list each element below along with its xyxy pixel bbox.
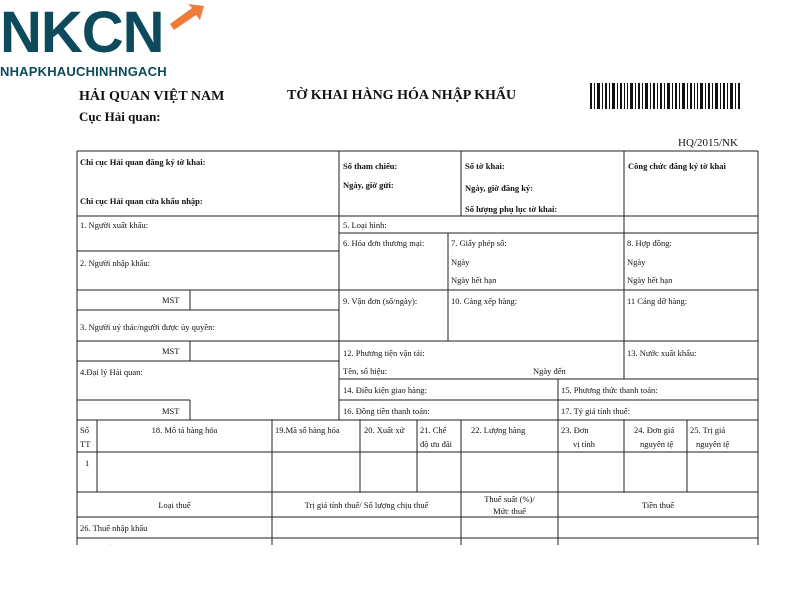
department-label: Cục Hải quan: bbox=[79, 109, 161, 124]
entry-branch-label: Chi cục Hải quan cửa khẩu nhập: bbox=[80, 196, 203, 206]
import-tax-label: 26. Thuế nhập khẩu bbox=[80, 523, 148, 533]
loading-port-label: 10. Cảng xếp hàng: bbox=[451, 296, 518, 306]
col-unit-price-label-2: nguyên tệ bbox=[640, 439, 674, 449]
col-unit-label-1: 23. Đơn bbox=[561, 425, 589, 435]
entrusting-party-label: 3. Người uỷ thác/người được ủy quyền: bbox=[80, 322, 215, 332]
tax-rate-header-2: Mức thuế bbox=[493, 506, 526, 516]
col-origin-label: 20. Xuất xứ bbox=[364, 425, 405, 435]
contract-expiry-label: Ngày hết hạn bbox=[627, 275, 673, 285]
license-date-label: Ngày bbox=[451, 257, 470, 267]
col-value-label-2: nguyên tệ bbox=[696, 439, 730, 449]
license-expiry-label: Ngày hết hạn bbox=[451, 275, 497, 285]
col-description-label: 18. Mô tả hàng hóa bbox=[151, 425, 218, 435]
invoice-label: 6. Hóa đơn thương mại: bbox=[343, 238, 425, 248]
col-value-label-1: 25. Trị giá bbox=[690, 425, 726, 435]
taxable-value-header: Trị giá tính thuế/ Số lượng chịu thuế bbox=[304, 500, 429, 510]
declaration-no-label: Số tờ khai: bbox=[465, 161, 505, 171]
reference-no-label: Số tham chiếu: bbox=[343, 161, 398, 171]
payment-method-label: 15. Phương thức thanh toán: bbox=[561, 385, 658, 395]
officer-label: Công chức đăng ký tờ khai bbox=[628, 161, 726, 171]
agent-mst-label: MST bbox=[162, 406, 180, 416]
importer-label: 2. Người nhập khẩu: bbox=[80, 258, 151, 268]
sent-datetime-label: Ngày, giờ gửi: bbox=[343, 180, 394, 190]
appendix-count-label: Số lượng phụ lục tờ khai: bbox=[465, 204, 558, 214]
form-code: HQ/2015/NK bbox=[678, 137, 738, 149]
registration-branch-label: Chi cục Hải quan đăng ký tờ khai: bbox=[80, 157, 206, 167]
col-unit-label-2: vị tính bbox=[573, 439, 595, 449]
col-preference-label-2: độ ưu đãi bbox=[420, 439, 452, 449]
payment-currency-label: 16. Đồng tiền thanh toán: bbox=[343, 406, 430, 416]
exchange-rate-label: 17. Tỷ giá tính thuế: bbox=[561, 406, 631, 416]
logo-wordmark: NKCN bbox=[0, 0, 164, 65]
registered-datetime-label: Ngày, giờ đăng ký: bbox=[465, 183, 533, 193]
tax-rate-header-1: Thuế suất (%)/ bbox=[484, 494, 535, 504]
customs-agent-label: 4.Đại lý Hải quan: bbox=[80, 367, 143, 377]
importer-mst-label: MST bbox=[162, 295, 180, 305]
unloading-port-label: 11 Cảng dỡ hàng: bbox=[627, 296, 688, 306]
page-bottom-area bbox=[0, 545, 800, 600]
logo-tagline: NHAPKHAUCHINHNGACH bbox=[0, 64, 167, 79]
col-no-label-2: TT bbox=[80, 439, 91, 449]
tax-type-header: Loại thuế bbox=[158, 500, 191, 510]
transport-label: 12. Phương tiện vận tải: bbox=[343, 348, 425, 358]
tax-amount-header: Tiền thuế bbox=[641, 500, 675, 510]
contract-label: 8. Hợp đồng: bbox=[627, 238, 672, 248]
col-quantity-label: 22. Lượng hàng bbox=[471, 425, 526, 435]
col-hs-code-label: 19.Mã số hàng hóa bbox=[275, 425, 340, 435]
goods-row-number: 1 bbox=[85, 458, 90, 468]
export-country-label: 13. Nước xuất khẩu: bbox=[627, 348, 697, 358]
exporter-label: 1. Người xuất khẩu: bbox=[80, 220, 149, 230]
entrusting-mst-label: MST bbox=[162, 346, 180, 356]
contract-date-label: Ngày bbox=[627, 257, 646, 267]
type-label: 5. Loại hình: bbox=[343, 220, 387, 230]
vehicle-name-label: Tên, số hiệu: bbox=[343, 366, 388, 376]
col-unit-price-label-1: 24. Đơn giá bbox=[634, 425, 675, 435]
arrival-date-label: Ngày đến bbox=[533, 366, 566, 376]
bill-of-lading-label: 9. Vận đơn (số/ngày): bbox=[343, 296, 418, 306]
delivery-terms-label: 14. Điều kiện giao hàng: bbox=[343, 385, 427, 395]
license-label: 7. Giấy phép số: bbox=[451, 238, 507, 248]
col-preference-label-1: 21. Chế bbox=[420, 425, 447, 435]
form-title: TỜ KHAI HÀNG HÓA NHẬP KHẨU bbox=[287, 88, 517, 103]
agency-name: HẢI QUAN VIỆT NAM bbox=[79, 89, 225, 104]
col-no-label-1: Số bbox=[80, 425, 89, 435]
